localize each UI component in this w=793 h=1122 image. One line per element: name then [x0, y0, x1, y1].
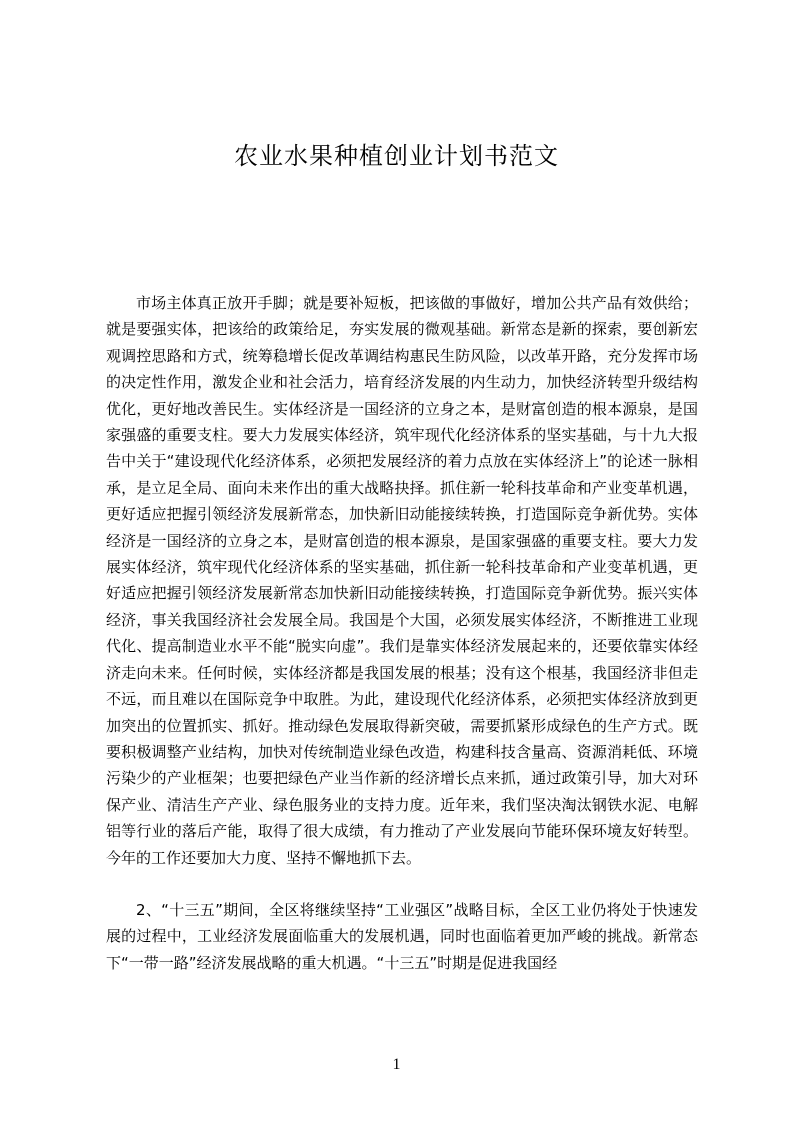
body-paragraph-2: 2、“十三五”期间，全区将继续坚持“工业强区”战略目标，全区工业仍将处于快速发展的过程中，工业经济发展面临重大的发展机遇，同时也面临着更加严峻的挑战。新常态下“一带一路”经济发展战略的重大机遇。“十三五”时期是促进我国经: [106, 900, 698, 972]
page-number: 1: [392, 1056, 401, 1073]
document-body: [106, 290, 698, 976]
document-title: 农业水果种植创业计划书范文: [234, 142, 559, 170]
body-paragraph-1: 市场主体真正放开手脚；就是要补短板，把该做的事做好，增加公共产品有效供给；就是要强实体，把该给的政策给足，夯实发展的微观基础。新常态是新的探索，要创新宏观调控思路和方式，统筹稳增长促改革调结构惠民生防风险，以改革开路，充分发挥市场的决定性作用，激发企业和社会活力，培育经济发展的内生动力，加快经济转型升级结构优化，更好地改善民生。实体经济是一国经济的立身之本，是财富创造的根本源泉，是国家强盛的重要支柱。要大力发展实体经济，筑牢现代化经济体系的坚实基础，与十九大报告中关于“建设现代化经济体系，必须把发展经济的着力点放在实体经济上”的论述一脉相承，是立足全局、面向未来作出的重大战略抉择。抓住新一轮科技革命和产业变革机遇，更好适应把握引领经济发展新常态，加快新旧动能接续转换，打造国际竞争新优势。实体经济是一国经济的立身之本，是财富创造的根本源泉，是国家强盛的重要支柱。要大力发展实体经济，筑牢现代化经济体系的坚实基础，抓住新一轮科技革命和产业变革机遇，更好适应把握引领经济发展新常态加快新旧动能接续转换，打造国际竞争新优势。振兴实体经济，事关我国经济社会发展全局。我国是个大国，必须发展实体经济，不断推进工业现代化、提高制造业水平不能“脱实向虚”。我们是靠实体经济发展起来的，还要依靠实体经济走向未来。任何时候，实体经济都是我国发展的根基；没有这个根基，我国经济非但走不远，而且难以在国际竞争中取胜。为此，建设现代化经济体系，必须把实体经济放到更加突出的位置抓实、抓好。推动绿色发展取得新突破，需要抓紧形成绿色的生产方式。既要积极调整产业结构，加快对传统制造业绿色改造，构建科技含量高、资源消耗低、环境污染少的产业框架；也要把绿色产业当作新的经济增长点来抓，通过政策引导，加大对环保产业、清洁生产产业、绿色服务业的支持力度。近年来，我们坚决淘汰钢铁水泥、电解铝等行业的落后产能，取得了很大成绩，有力推动了产业发展向节能环保环境友好转型。今年的工作还要加大力度、坚持不懈地抓下去。: [106, 294, 698, 867]
